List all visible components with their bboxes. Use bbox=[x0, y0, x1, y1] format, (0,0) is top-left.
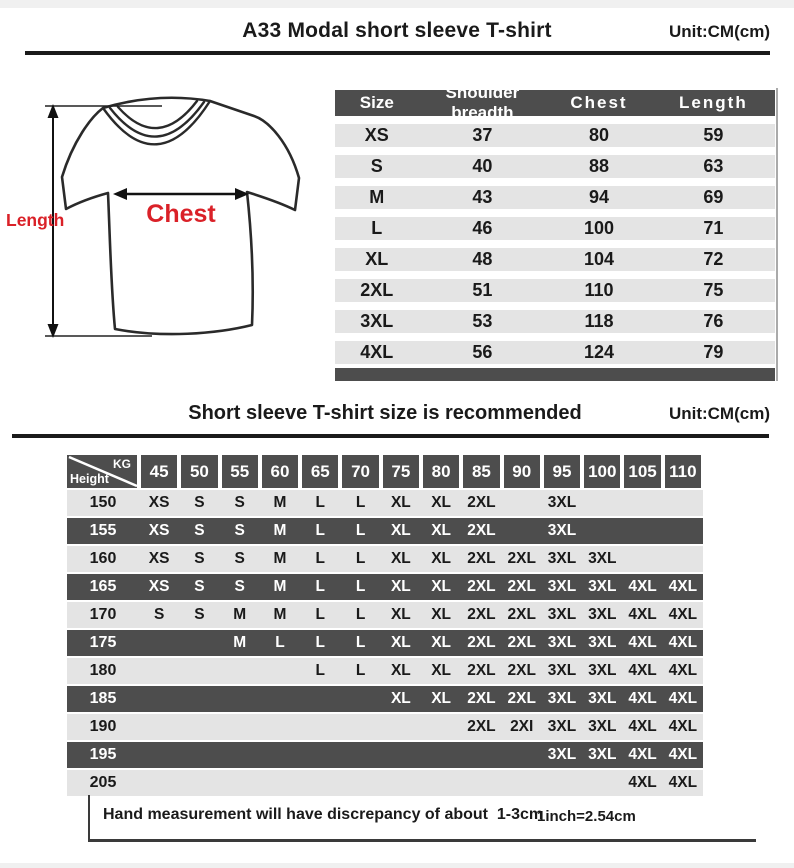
matrix-weight-header: 55 bbox=[222, 455, 258, 488]
size-table-column-header: Chest bbox=[570, 93, 628, 112]
matrix-size-cell: M bbox=[233, 634, 247, 651]
matrix-size-cell: XL bbox=[390, 550, 411, 567]
matrix-size-cell: 2XL bbox=[467, 690, 496, 707]
size-table-cell: 56 bbox=[472, 342, 493, 362]
matrix-size-cell: L bbox=[355, 522, 366, 539]
size-table-cell: 3XL bbox=[360, 311, 394, 331]
bottom-edge-strip bbox=[0, 863, 794, 868]
matrix-weight-header: 50 bbox=[181, 455, 217, 488]
matrix-size-cell: L bbox=[355, 634, 366, 651]
size-table-cell: 124 bbox=[583, 342, 614, 362]
matrix-size-cell: 4XL bbox=[628, 606, 657, 623]
matrix-size-cell: 3XL bbox=[588, 578, 617, 595]
matrix-size-cell: 4XL bbox=[668, 606, 698, 623]
matrix-weight-header: 95 bbox=[544, 455, 580, 488]
size-table-header bbox=[335, 83, 775, 122]
unit-label-top: Unit:CM(cm) bbox=[668, 22, 770, 41]
matrix-size-cell: XL bbox=[431, 606, 452, 623]
matrix-height-label: 165 bbox=[89, 578, 117, 595]
recommendation-title: Short sleeve T-shirt size is recommended bbox=[188, 402, 582, 424]
matrix-size-cell: L bbox=[275, 634, 285, 651]
matrix-size-cell: 4XL bbox=[668, 774, 698, 791]
matrix-size-cell: XL bbox=[431, 494, 452, 511]
matrix-size-cell: 2XI bbox=[510, 718, 534, 735]
size-table-cell: 76 bbox=[703, 311, 724, 331]
matrix-height-label: 190 bbox=[89, 718, 117, 735]
footer-bracket-vertical bbox=[88, 795, 90, 841]
matrix-size-cell: 4XL bbox=[668, 634, 698, 651]
size-table-row bbox=[335, 341, 775, 364]
size-table-cell: XS bbox=[364, 125, 389, 145]
matrix-weight-header: 45 bbox=[141, 455, 177, 488]
size-table-cell: 4XL bbox=[360, 342, 394, 362]
matrix-size-cell: 2XL bbox=[467, 494, 496, 511]
matrix-size-cell: XL bbox=[431, 550, 452, 567]
size-table-row bbox=[335, 186, 775, 209]
matrix-size-cell: XL bbox=[390, 606, 411, 623]
size-table-cell: 79 bbox=[703, 342, 724, 362]
matrix-size-cell: XL bbox=[431, 662, 452, 679]
matrix-size-cell: 4XL bbox=[668, 746, 698, 763]
matrix-size-cell: 3XL bbox=[547, 634, 577, 651]
matrix-size-cell: XL bbox=[431, 690, 452, 707]
matrix-row bbox=[67, 742, 703, 768]
matrix-size-cell: M bbox=[233, 606, 247, 623]
matrix-size-cell: XS bbox=[148, 494, 170, 511]
matrix-size-cell: 2XL bbox=[467, 550, 496, 567]
matrix-weight-header: 100 bbox=[584, 455, 620, 488]
matrix-size-cell: M bbox=[273, 522, 287, 539]
matrix-size-cell: 3XL bbox=[588, 690, 617, 707]
matrix-row bbox=[67, 658, 703, 684]
matrix-size-cell: L bbox=[355, 550, 366, 567]
matrix-size-cell: 3XL bbox=[547, 718, 577, 735]
size-table-row bbox=[335, 279, 775, 302]
matrix-height-label: 205 bbox=[89, 774, 117, 791]
matrix-size-cell: L bbox=[355, 606, 366, 623]
size-table-cell: M bbox=[369, 187, 385, 207]
top-edge-strip bbox=[0, 0, 794, 8]
matrix-size-cell: XL bbox=[431, 578, 452, 595]
matrix-size-cell: 4XL bbox=[628, 690, 657, 707]
size-table-cell: 63 bbox=[703, 156, 724, 176]
matrix-weight-header: 110 bbox=[665, 455, 701, 488]
matrix-size-cell: S bbox=[234, 550, 245, 567]
matrix-size-cell: 2XL bbox=[507, 662, 536, 679]
matrix-size-cell: L bbox=[355, 578, 366, 595]
length-label: Length bbox=[6, 210, 65, 230]
size-table-cell: 72 bbox=[703, 249, 724, 269]
matrix-row bbox=[67, 546, 703, 572]
divider-top bbox=[25, 51, 770, 55]
footer-bracket-horizontal bbox=[88, 839, 756, 842]
matrix-size-cell: S bbox=[234, 494, 245, 511]
size-table-cell: S bbox=[370, 156, 383, 176]
matrix-weight-header: 80 bbox=[423, 455, 459, 488]
matrix-size-cell: 3XL bbox=[547, 606, 577, 623]
size-table-cell: 51 bbox=[472, 280, 493, 300]
size-table-body bbox=[335, 124, 775, 364]
size-table-column-header: Size bbox=[359, 93, 394, 112]
unit-label-mid: Unit:CM(cm) bbox=[668, 404, 770, 423]
matrix-row bbox=[67, 574, 703, 600]
size-table-cell: L bbox=[371, 218, 383, 238]
matrix-header bbox=[67, 455, 703, 488]
size-table-cell: 48 bbox=[472, 249, 493, 269]
size-table-cell: 75 bbox=[703, 280, 724, 300]
matrix-size-cell: XL bbox=[390, 634, 411, 651]
matrix-body bbox=[67, 490, 703, 796]
matrix-size-cell: L bbox=[355, 662, 366, 679]
matrix-size-cell: XL bbox=[431, 522, 452, 539]
matrix-row bbox=[67, 714, 703, 740]
size-table-cell: 59 bbox=[703, 125, 724, 145]
matrix-size-cell: L bbox=[315, 634, 326, 651]
matrix-size-cell: 4XL bbox=[628, 718, 657, 735]
size-table-row bbox=[335, 155, 775, 178]
matrix-size-cell: XL bbox=[390, 578, 411, 595]
tshirt-diagram bbox=[0, 88, 330, 398]
size-table-footer-bar bbox=[335, 368, 775, 381]
matrix-height-label: 155 bbox=[89, 522, 117, 539]
size-table-cell: 110 bbox=[584, 280, 614, 300]
matrix-height-label: 175 bbox=[89, 634, 117, 651]
matrix-size-cell: 2XL bbox=[467, 718, 496, 735]
matrix-size-cell: S bbox=[194, 550, 205, 567]
matrix-size-cell: 4XL bbox=[668, 662, 698, 679]
matrix-size-cell: 3XL bbox=[588, 718, 617, 735]
divider-mid bbox=[12, 434, 769, 438]
matrix-size-cell: XL bbox=[431, 634, 452, 651]
matrix-size-cell: L bbox=[315, 494, 326, 511]
matrix-weight-header: 60 bbox=[262, 455, 298, 488]
matrix-size-cell: 3XL bbox=[588, 662, 617, 679]
matrix-weight-header: 75 bbox=[383, 455, 419, 488]
size-table-row bbox=[335, 248, 775, 271]
matrix-size-cell: XL bbox=[390, 662, 411, 679]
height-weight-matrix bbox=[67, 455, 703, 796]
matrix-size-cell: 4XL bbox=[628, 662, 657, 679]
matrix-height-label: 185 bbox=[89, 690, 117, 707]
page-title: A33 Modal short sleeve T-shirt bbox=[242, 19, 552, 42]
size-table-cell: 40 bbox=[472, 156, 493, 176]
matrix-row bbox=[67, 630, 703, 656]
matrix-size-cell: 3XL bbox=[547, 578, 577, 595]
matrix-size-cell: M bbox=[273, 606, 287, 623]
matrix-size-cell: 3XL bbox=[547, 522, 577, 539]
matrix-size-cell: 3XL bbox=[547, 662, 577, 679]
matrix-size-cell: S bbox=[194, 578, 205, 595]
size-table-cell: 94 bbox=[588, 187, 609, 207]
matrix-size-cell: M bbox=[273, 494, 287, 511]
size-table-row bbox=[335, 310, 775, 333]
matrix-size-cell: 2XL bbox=[467, 522, 496, 539]
matrix-size-cell: L bbox=[315, 578, 326, 595]
matrix-size-cell: L bbox=[355, 494, 366, 511]
matrix-size-cell: 4XL bbox=[668, 718, 698, 735]
matrix-size-cell: 3XL bbox=[588, 746, 617, 763]
matrix-row bbox=[67, 770, 703, 796]
matrix-weight-header: 85 bbox=[463, 455, 499, 488]
matrix-size-cell: S bbox=[234, 522, 245, 539]
matrix-size-cell: L bbox=[315, 522, 326, 539]
matrix-size-cell: 3XL bbox=[588, 634, 617, 651]
matrix-size-cell: 4XL bbox=[668, 578, 698, 595]
matrix-size-cell: 2XL bbox=[507, 606, 536, 623]
matrix-size-cell: XS bbox=[148, 578, 170, 595]
matrix-size-cell: S bbox=[194, 522, 205, 539]
matrix-row bbox=[67, 602, 703, 628]
size-table-cell: 71 bbox=[703, 218, 724, 238]
size-table-cell: 88 bbox=[588, 156, 609, 176]
corner-height-label: Height bbox=[70, 472, 109, 486]
size-table-cell: 80 bbox=[588, 125, 609, 145]
size-table-cell: 43 bbox=[472, 187, 493, 207]
matrix-size-cell: 2XL bbox=[467, 578, 496, 595]
matrix-size-cell: 2XL bbox=[467, 606, 496, 623]
size-table-cell: 37 bbox=[472, 125, 493, 145]
matrix-row bbox=[67, 686, 703, 712]
size-table-right-border bbox=[776, 88, 778, 381]
matrix-size-cell: 4XL bbox=[628, 774, 657, 791]
matrix-size-cell: 2XL bbox=[507, 578, 536, 595]
matrix-size-cell: 2XL bbox=[507, 634, 536, 651]
size-table-cell: 69 bbox=[703, 187, 724, 207]
matrix-size-cell: M bbox=[273, 550, 287, 567]
size-measurement-table bbox=[335, 83, 775, 381]
matrix-size-cell: XL bbox=[390, 690, 411, 707]
matrix-size-cell: XS bbox=[148, 522, 170, 539]
matrix-size-cell: 4XL bbox=[668, 690, 698, 707]
matrix-size-cell: S bbox=[194, 494, 205, 511]
matrix-size-cell: 2XL bbox=[467, 634, 496, 651]
size-table-row bbox=[335, 217, 775, 240]
matrix-size-cell: 3XL bbox=[547, 690, 577, 707]
corner-kg-label: KG bbox=[113, 457, 131, 471]
inch-conversion-note: 1inch=2.54cm bbox=[537, 808, 636, 825]
matrix-size-cell: S bbox=[234, 578, 245, 595]
size-table-cell: XL bbox=[365, 249, 389, 269]
matrix-weight-header: 70 bbox=[342, 455, 378, 488]
matrix-size-cell: 3XL bbox=[547, 746, 577, 763]
matrix-height-label: 160 bbox=[89, 550, 117, 567]
matrix-size-cell: S bbox=[153, 606, 165, 623]
matrix-size-cell: XL bbox=[390, 522, 411, 539]
matrix-size-cell: 4XL bbox=[628, 634, 657, 651]
matrix-weight-header: 90 bbox=[504, 455, 540, 488]
matrix-size-cell: M bbox=[273, 578, 287, 595]
matrix-height-label: 195 bbox=[89, 746, 117, 763]
size-table-cell: 2XL bbox=[360, 280, 394, 300]
measurement-note: Hand measurement will have discrepancy of about 1-3cm bbox=[103, 806, 544, 823]
size-table-cell: 118 bbox=[584, 311, 614, 331]
matrix-size-cell: 2XL bbox=[467, 662, 496, 679]
matrix-size-cell: 2XL bbox=[507, 690, 536, 707]
size-table-row bbox=[335, 124, 775, 147]
size-table-cell: 100 bbox=[583, 218, 614, 238]
matrix-size-cell: L bbox=[315, 662, 326, 679]
matrix-size-cell: 2XL bbox=[507, 550, 536, 567]
matrix-size-cell: S bbox=[194, 606, 205, 623]
matrix-size-cell: L bbox=[315, 550, 326, 567]
matrix-size-cell: XL bbox=[390, 494, 411, 511]
matrix-row bbox=[67, 490, 703, 516]
matrix-size-cell: 4XL bbox=[628, 578, 657, 595]
matrix-weight-header: 65 bbox=[302, 455, 338, 488]
matrix-size-cell: XS bbox=[148, 550, 170, 567]
matrix-row bbox=[67, 518, 703, 544]
size-table-cell: 46 bbox=[472, 218, 493, 238]
size-table-column-header: Length bbox=[679, 93, 748, 112]
matrix-height-label: 180 bbox=[89, 662, 117, 679]
matrix-weight-header: 105 bbox=[624, 455, 660, 488]
matrix-size-cell: 3XL bbox=[547, 494, 577, 511]
matrix-size-cell: 3XL bbox=[547, 550, 577, 567]
size-table-column-header: Shoulder breadth bbox=[445, 83, 520, 122]
matrix-size-cell: L bbox=[315, 606, 326, 623]
matrix-corner-cell bbox=[67, 455, 137, 488]
size-table-cell: 53 bbox=[472, 311, 493, 331]
size-table-cell: 104 bbox=[583, 249, 614, 269]
chest-label: Chest bbox=[146, 200, 216, 228]
matrix-size-cell: 3XL bbox=[588, 550, 617, 567]
matrix-height-label: 150 bbox=[89, 494, 117, 511]
matrix-height-label: 170 bbox=[89, 606, 117, 623]
matrix-size-cell: 4XL bbox=[628, 746, 657, 763]
matrix-size-cell: 3XL bbox=[588, 606, 617, 623]
